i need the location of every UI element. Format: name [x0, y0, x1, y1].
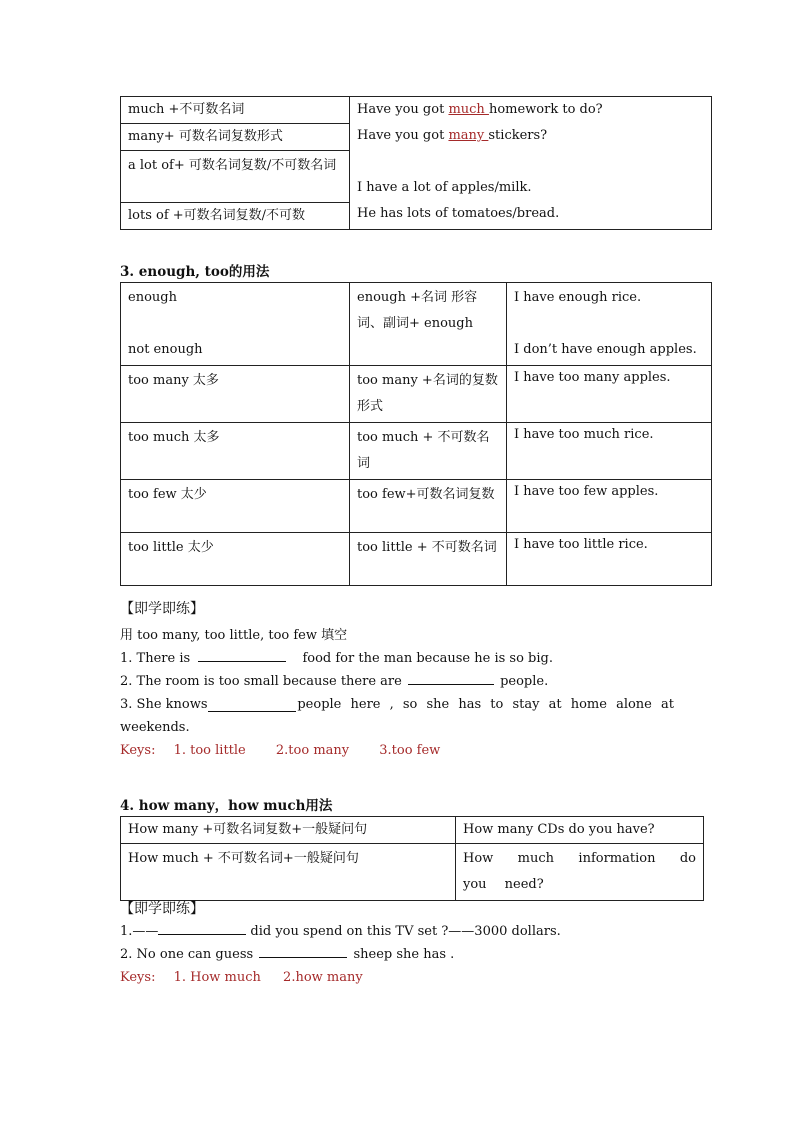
structure-cell: too few+可数名词复数 [350, 480, 507, 533]
example-cell: I have enough rice. I don’t have enough apples. [507, 283, 712, 366]
example-cell: I have too many apples. [507, 366, 712, 423]
structure-cell: too much + 不可数名词 [350, 423, 507, 480]
answer-blank[interactable] [198, 649, 286, 662]
answer-keys: Keys: 1. How much 2.how many [120, 970, 363, 985]
question-1: 1. There is food for the man because he is so big. [120, 651, 553, 666]
practice-title: 【即学即练】 [120, 901, 204, 917]
example-cell [350, 97, 712, 230]
enough-too-table [120, 282, 712, 586]
quantifier-table [120, 96, 712, 230]
question-2: 2. The room is too small because there are people. [120, 674, 549, 689]
rule-cell: lots of +可数名词复数/不可数 [121, 203, 350, 230]
answer-keys: Keys: 1. too little 2.too many 3.too few [120, 743, 441, 758]
how-many-much-table [120, 816, 704, 901]
practice-instruction: 用 too many, too little, too few 填空 [120, 628, 348, 643]
practice-title: 【即学即练】 [120, 601, 204, 617]
usage-cell: too much 太多 [121, 423, 350, 480]
example-cell: I have too few apples. [507, 480, 712, 533]
example-cell: I have too much rice. [507, 423, 712, 480]
example-many: Have you got many stickers? [357, 128, 548, 143]
example-lots-of: He has lots of tomatoes/bread. [357, 206, 560, 221]
answer-blank[interactable] [408, 672, 494, 685]
question-2: 2. No one can guess sheep she has . [120, 947, 455, 962]
example-cell: I have too little rice. [507, 533, 712, 586]
example-cell: How many CDs do you have? [456, 817, 704, 844]
example-a-lot-of: I have a lot of apples/milk. [357, 180, 532, 195]
rule-cell: a lot of+ 可数名词复数/不可数名词 [121, 151, 350, 203]
answer-blank[interactable] [259, 945, 347, 958]
usage-cell: enough not enough [121, 283, 350, 366]
question-3-cont: weekends. [120, 720, 190, 735]
structure-cell: too little + 不可数名词 [350, 533, 507, 586]
example-cell: How much information do you need? [456, 844, 704, 901]
rule-cell: How much + 不可数名词+一般疑问句 [121, 844, 456, 901]
answer-blank[interactable] [208, 699, 296, 712]
example-much: Have you got much homework to do? [357, 102, 603, 117]
structure-cell: too many +名词的复数形式 [350, 366, 507, 423]
rule-cell: much +不可数名词 [121, 97, 350, 124]
usage-cell: too few 太少 [121, 480, 350, 533]
section-heading: 4. how many，how much用法 [120, 798, 333, 814]
rule-cell: How many +可数名词复数+一般疑问句 [121, 817, 456, 844]
section-heading: 3. enough, too的用法 [120, 264, 270, 280]
answer-blank[interactable] [158, 922, 246, 935]
rule-cell: many+ 可数名词复数形式 [121, 124, 350, 151]
question-1: 1.—— did you spend on this TV set ?——3000 dollars. [120, 924, 561, 939]
usage-cell: too little 太少 [121, 533, 350, 586]
question-3: 3. She knows people here , so she has to stay at home alone at [120, 697, 674, 712]
usage-cell: too many 太多 [121, 366, 350, 423]
structure-cell: enough +名词 形容词、副词+ enough [350, 283, 507, 366]
